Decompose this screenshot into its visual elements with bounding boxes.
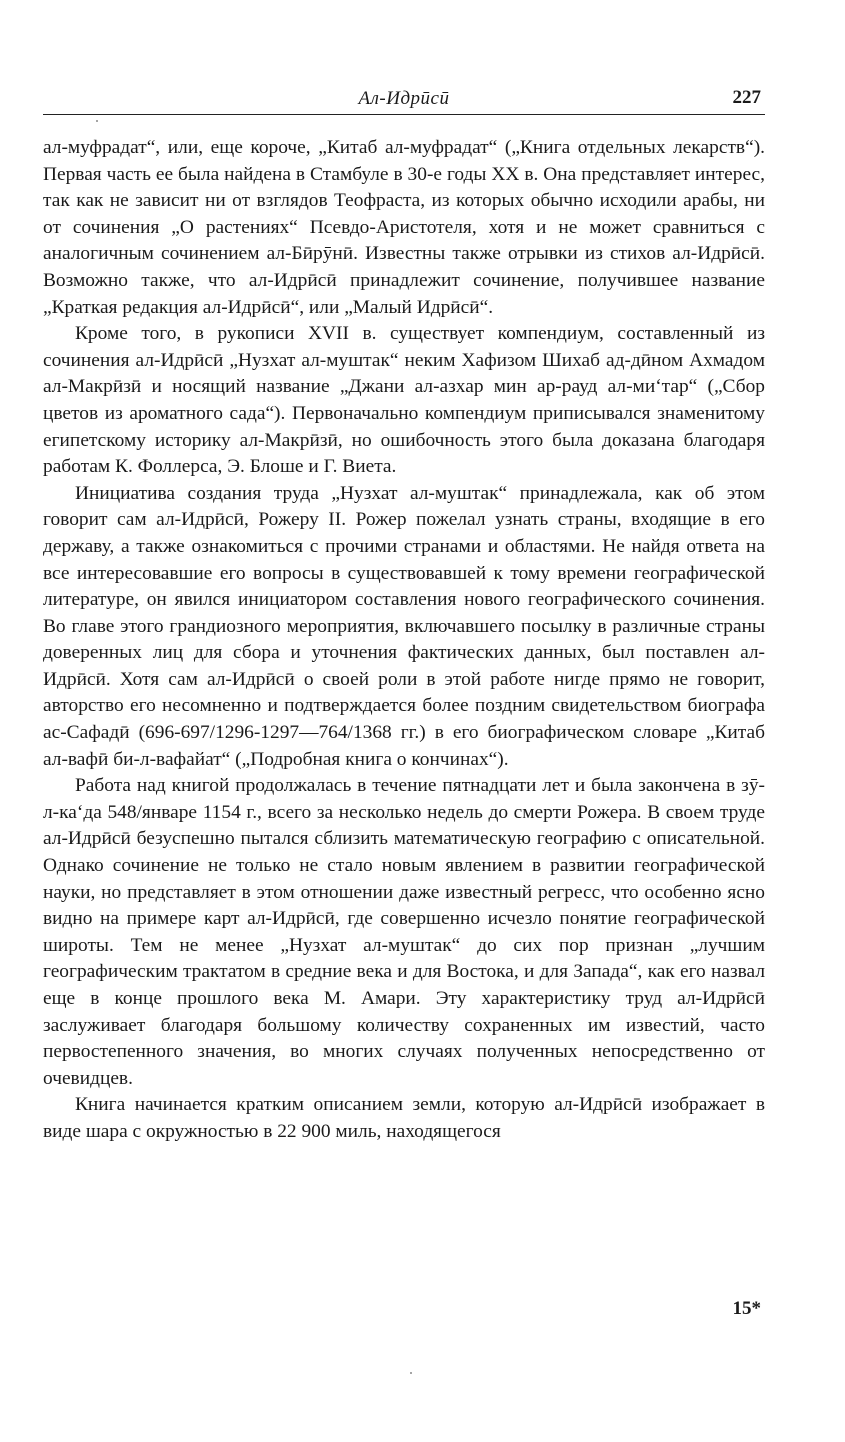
running-title: Ал-Идрӣсӣ (358, 88, 450, 109)
page-number: 227 (732, 87, 761, 108)
signature-mark: 15* (732, 1298, 761, 1319)
paragraph-1: ал-муфрадат“, или, еще короче, „Китаб ал-муфрадат“ („Книга отдельных лекарств“). Первая часть ее была найдена в Стамбуле в 30-е годы XX в. Она представляет интерес, так как не зависит ни от взглядов Теофраста, из которых обычно исходили арабы, ни от сочинения „О растениях“ Псевдо-Аристотеля, хотя и не может сравниться с аналогичным сочинением ал-Бӣрӯнӣ. Известны также отрывки из стихов ал-Идрӣсӣ. Возможно также, что ал-Идрӣсӣ принадлежит сочинение, получившее название „Краткая редакция ал-Идрӣсӣ“, или „Малый Идрӣсӣ“. (43, 137, 765, 318)
paragraph-2: Кроме того, в рукописи XVII в. существует компендиум, составленный из сочинения ал-Идрӣсӣ „Нузхат ал-муштак“ неким Хафизом Шихаб ад-дӣном Ахмадом ал-Макрӣзӣ и носящий название „Джани ал-азхар мин ар-рауд ал-ми‘тар“ („Сбор цветов из ароматного сада“). Первоначально компендиум приписывался знаменитому египетскому историку ал-Макрӣзӣ, но ошибочность этого была доказана благодаря работам К. Фоллерса, Э. Блоше и Г. Виета. (43, 323, 765, 478)
print-speck (96, 120, 98, 122)
running-head (43, 86, 765, 115)
body-text (43, 135, 765, 1146)
paragraph-4: Работа над книгой продолжалась в течение пятнадцати лет и была закончена в зӯ-л-ка‘да 548/январе 1154 г., всего за несколько недель до смерти Рожера. В своем труде ал-Идрӣсӣ безуспешно пытался сблизить математическую географию с описательной. Однако сочинение не только не стало новым явлением в развитии географической науки, но представляет в этом отношении даже известный регресс, что особенно ясно видно на примере карт ал-Идрӣсӣ, где совершенно исчезло понятие географической широты. Тем не менее „Нузхат ал-муштак“ до сих пор признан „лучшим географическим трактатом в средние века и для Востока, и для Запада“, как его назвал еще в конце прошлого века М. Амари. Эту характеристику труд ал-Идрӣсӣ заслуживает благодаря большому количеству сохраненных им известий, часто первостепенного значения, во многих случаях полученных непосредственно от очевидцев. (43, 775, 765, 1089)
paragraph-5: Книга начинается кратким описанием земли, которую ал-Идрӣсӣ изображает в виде шара с окружностью в 22 900 миль, находящегося (43, 1094, 765, 1142)
print-speck (410, 1372, 412, 1374)
paragraph-3: Инициатива создания труда „Нузхат ал-муштак“ принадлежала, как об этом говорит сам ал-Идрӣсӣ, Рожеру II. Рожер пожелал узнать страны, входящие в его державу, а также ознакомиться с прочими странами и областями. Не найдя ответа на все интересовавшие его вопросы в существовавшей к тому времени географической литературе, он явился инициатором составления нового географического сочинения. Во главе этого грандиозного мероприятия, включавшего посылку в различные страны доверенных лиц для сбора и уточнения фактических данных, был поставлен ал-Идрӣсӣ. Хотя сам ал-Идрӣсӣ о своей роли в этой работе нигде прямо не говорит, авторство его несомненно и подтверждается более поздним свидетельством биографа ас-Сафадӣ (696-697/1296-1297—764/1368 гг.) в его биографическом словаре „Китаб ал-вафӣ би-л-вафайат“ („Подробная книга о кончинах“). (43, 482, 765, 770)
book-page (43, 86, 765, 1319)
